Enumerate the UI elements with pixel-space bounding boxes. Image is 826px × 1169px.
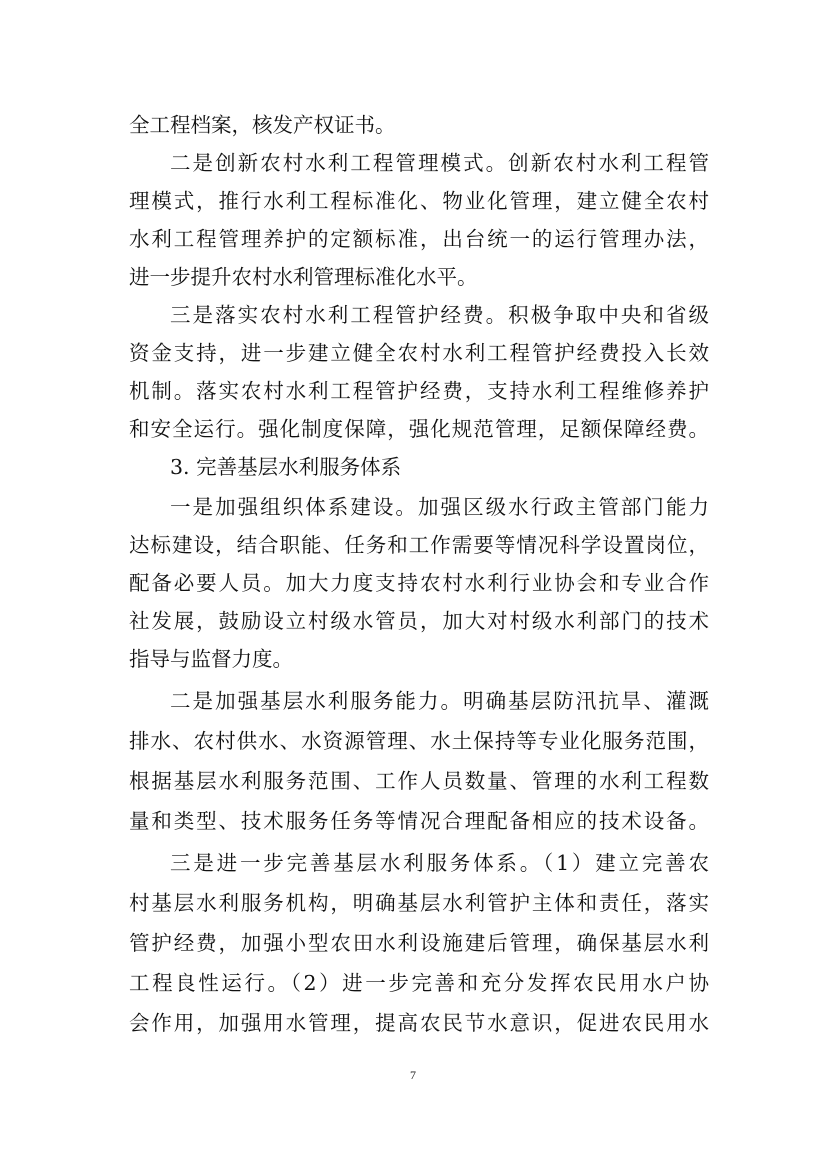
text-line: 工程良性运行。（2）进一步完善和充分发挥农民用水户协 [129, 971, 709, 995]
section-heading: 3. 完善基层水利服务体系 [170, 455, 402, 479]
paragraph-heading-line: 二是创新农村水利工程管理模式。创新农村水利工程管 [170, 151, 709, 175]
text-line: 配备必要人员。加大力度支持农村水利行业协会和专业合作 [129, 571, 709, 595]
text-line: 管护经费，加强小型农田水利设施建后管理，确保基层水利 [129, 931, 709, 955]
text-line: 机制。落实农村水利工程管护经费，支持水利工程维修养护 [129, 379, 709, 403]
text-line: 和安全运行。强化制度保障，强化规范管理，足额保障经费。 [129, 417, 709, 441]
text-line: 社发展，鼓励设立村级水管员，加大对村级水利部门的技术 [129, 609, 709, 633]
text-line: 水利工程管理养护的定额标准，出台统一的运行管理办法， [129, 227, 709, 251]
paragraph-heading-line: 三是进一步完善基层水利服务体系。（1）建立完善农 [170, 851, 709, 875]
text-line: 资金支持，进一步建立健全农村水利工程管护经费投入长效 [129, 341, 709, 365]
text-line: 会作用，加强用水管理，提高农民节水意识，促进农民用水 [129, 1011, 709, 1035]
text-line: 进一步提升农村水利管理标准化水平。 [129, 265, 478, 289]
paragraph-heading-line: 三是落实农村水利工程管护经费。积极争取中央和省级 [170, 303, 709, 327]
text-line: 村基层水利服务机构，明确基层水利管护主体和责任，落实 [129, 891, 709, 915]
text-line: 根据基层水利服务范围、工作人员数量、管理的水利工程数 [129, 769, 709, 793]
text-line: 全工程档案，核发产权证书。 [129, 113, 396, 137]
text-line: 指导与监督力度。 [129, 647, 293, 671]
text-line: 量和类型、技术服务任务等情况合理配备相应的技术设备。 [129, 809, 709, 833]
page-number: 7 [410, 1068, 416, 1082]
paragraph-heading-line: 二是加强基层水利服务能力。明确基层防汛抗旱、灌溉 [170, 689, 709, 713]
text-line: 排水、农村供水、水资源管理、水土保持等专业化服务范围， [129, 729, 709, 753]
text-line: 达标建设，结合职能、任务和工作需要等情况科学设置岗位， [129, 533, 709, 557]
text-line: 理模式，推行水利工程标准化、物业化管理，建立健全农村 [129, 189, 709, 213]
paragraph-heading-line: 一是加强组织体系建设。加强区级水行政主管部门能力 [170, 495, 709, 519]
